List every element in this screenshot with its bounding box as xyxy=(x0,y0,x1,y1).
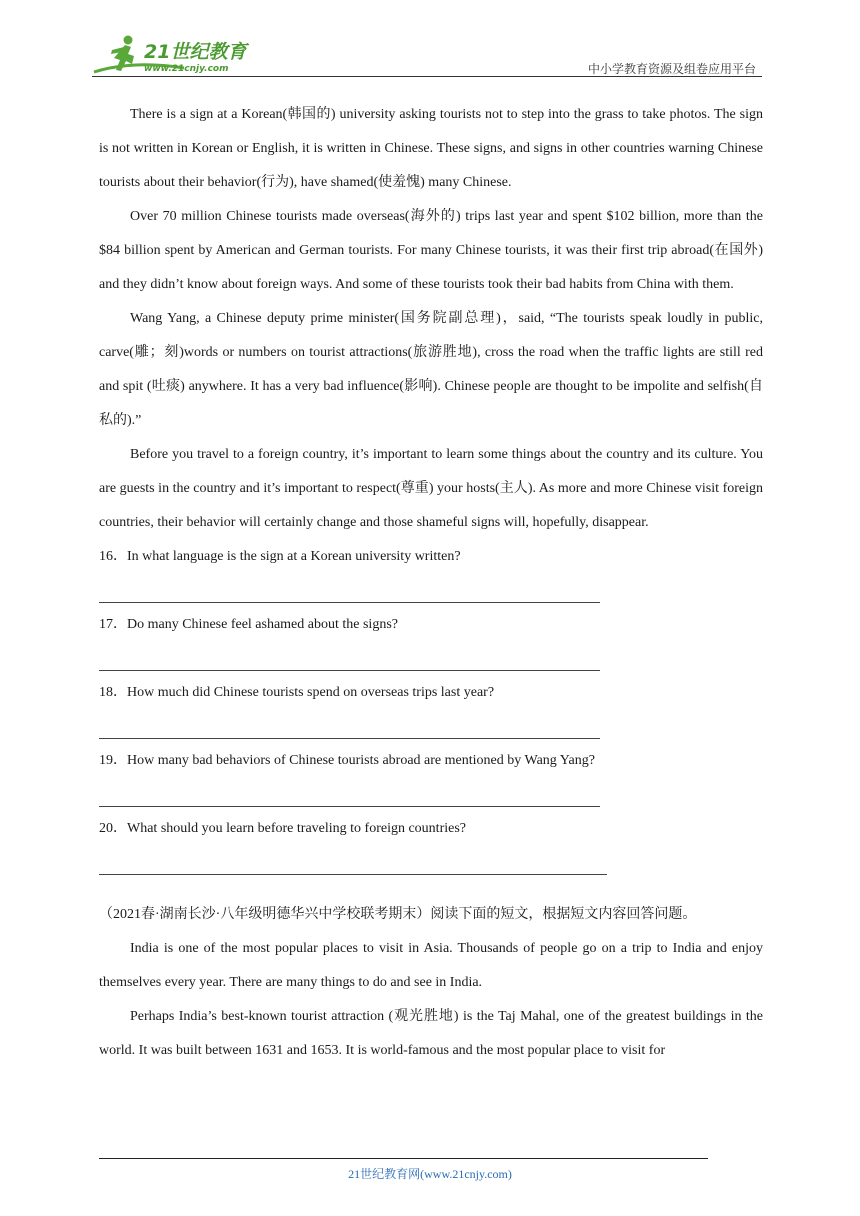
question-18: 18．How much did Chinese tourists spend on overseas trips last year? xyxy=(99,685,495,700)
page-footer: 21世纪教育网(www.21cnjy.com) xyxy=(348,1167,512,1181)
page-header xyxy=(92,30,762,78)
header-divider xyxy=(92,76,762,77)
logo-url: www.21cnjy.com xyxy=(144,64,229,74)
footer-divider xyxy=(99,1158,708,1159)
paragraph: Over 70 million Chinese tourists made overseas(海外的) trips last year and spent $102 billion, more than the $84 billion spent by American and German tourists. For many Chinese tourists, it was their first trip abroad(在国外) and they didn’t know about foreign ways. And some of these tourists took their bad habits from China with them. xyxy=(99,209,763,292)
paragraph: Before you travel to a foreign country, it’s important to learn some things about the country and its culture. You are guests in the country and it’s important to respect(尊重) your hosts(主人). As more and more Chinese visit foreign countries, their behavior will certainly change and those shameful signs will, hopefully, disappear. xyxy=(99,447,763,530)
question-16: 16．In what language is the sign at a Korean university written? xyxy=(99,549,461,564)
document-body xyxy=(99,98,763,1068)
answer-line-20[interactable] xyxy=(99,846,763,880)
section-gap xyxy=(99,880,763,898)
question-17: 17．Do many Chinese feel ashamed about the signs? xyxy=(99,617,398,632)
paragraph: There is a sign at a Korean(韩国的) university asking tourists not to step into the grass to take photos. The sign is not written in Korean or English, it is written in Chinese. These signs, and signs in other countries warning Chinese tourists about their behavior(行为), have shamed(使羞愧) many Chinese. xyxy=(99,107,763,190)
answer-line-17[interactable] xyxy=(99,642,763,676)
answer-line-16[interactable] xyxy=(99,574,763,608)
answer-line-19[interactable] xyxy=(99,778,763,812)
paragraph: Perhaps India’s best-known tourist attraction (观光胜地) is the Taj Mahal, one of the greatest buildings in the world. It was built between 1631 and 1653. It is world-famous and the most popular place to visit for xyxy=(99,1009,763,1058)
platform-name: 中小学教育资源及组卷应用平台 xyxy=(587,62,756,76)
paragraph: India is one of the most popular places to visit in Asia. Thousands of people go on a trip to India and enjoy themselves every year. There are many things to do and see in India. xyxy=(99,941,763,990)
passage-intro: （2021春·湖南长沙·八年级明德华兴中学校联考期末）阅读下面的短文，根据短文内容回答问题。 xyxy=(99,907,697,922)
logo xyxy=(92,34,262,76)
answer-line-18[interactable] xyxy=(99,710,763,744)
question-20: 20．What should you learn before traveling to foreign countries? xyxy=(99,821,466,836)
question-19: 19．How many bad behaviors of Chinese tourists abroad are mentioned by Wang Yang? xyxy=(99,753,595,768)
logo-text: 21世纪教育 xyxy=(144,41,247,63)
paragraph: Wang Yang, a Chinese deputy prime minister(国务院副总理)，said, “The tourists speak loudly in public, carve(雕；刻)words or numbers on tourist attractions(旅游胜地), cross the road when the traffic lights are still red and spit (吐痰) anywhere. It has a very bad influence(影响). Chinese people are thought to be impolite and selfish(自私的).” xyxy=(99,311,763,428)
